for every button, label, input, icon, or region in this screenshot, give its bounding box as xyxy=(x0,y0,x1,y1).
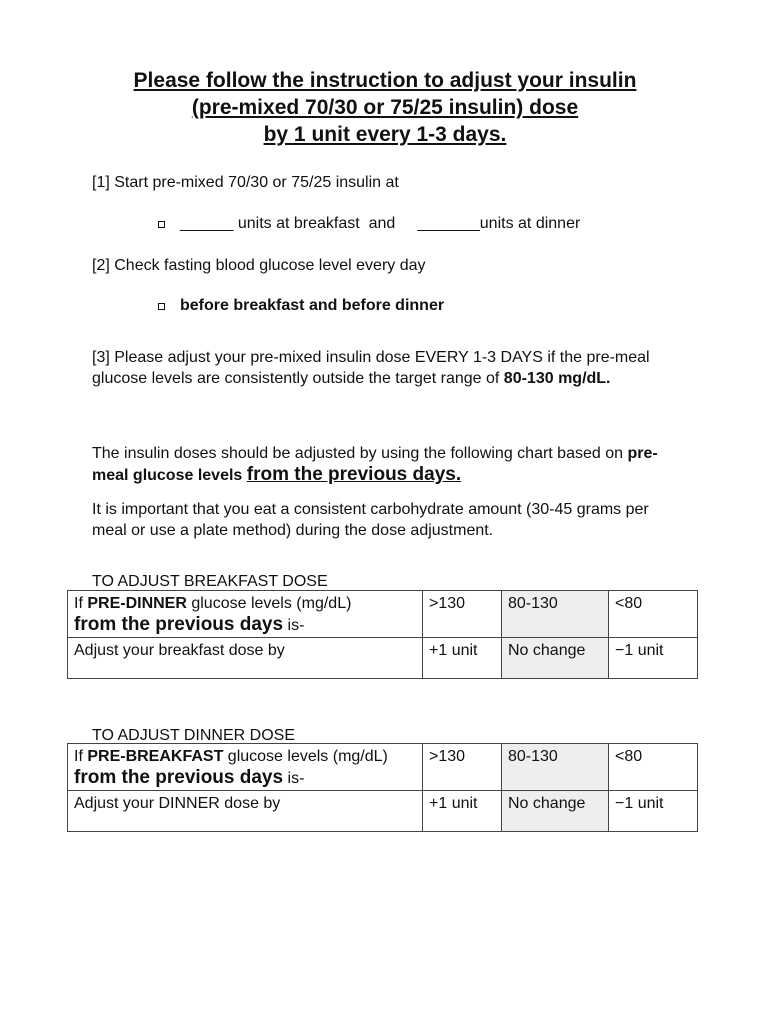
chart-intro-body: The insulin doses should be adjusted by using the following chart based on xyxy=(92,445,628,462)
step-3-body: [3] Please adjust your pre-mixed insulin dose EVERY 1-3 DAYS if the pre-meal glucose levels are consistently outside the target range of xyxy=(92,349,650,387)
adjust-label-cell: Adjust your breakfast dose by xyxy=(68,638,423,679)
title-line-2: (pre-mixed 70/30 or 75/25 insulin) dose xyxy=(191,96,579,119)
step-1-text: [1] Start pre-mixed 70/30 or 75/25 insulin at xyxy=(92,174,399,191)
table-row xyxy=(68,791,698,832)
condition-meal: PRE-BREAKFAST xyxy=(87,748,224,765)
step-1-bullet-text: ______ units at breakfast and _______units at dinner xyxy=(180,215,581,232)
adjust-low-cell: −1 unit xyxy=(609,638,698,679)
chart-intro xyxy=(92,443,672,486)
condition-previous-days: from the previous days xyxy=(74,767,284,788)
table-row xyxy=(68,744,698,791)
condition-suffix: glucose levels (mg/dL) xyxy=(186,595,352,612)
condition-end: is- xyxy=(283,770,305,787)
checkbox-bullet-icon xyxy=(158,221,165,228)
condition-prefix: If xyxy=(74,748,88,765)
adjust-high-cell: +1 unit xyxy=(423,791,502,832)
step-3-text xyxy=(92,347,652,389)
dinner-table-caption: TO ADJUST DINNER DOSE xyxy=(92,727,295,744)
range-target-cell: 80-130 xyxy=(502,591,609,638)
carb-note: It is important that you eat a consistent carbohydrate amount (30-45 grams per meal or use a plate method) during the dose adjustment. xyxy=(92,501,649,539)
condition-meal: PRE-DINNER xyxy=(87,595,187,612)
breakfast-condition-cell xyxy=(68,591,423,638)
range-high-cell: >130 xyxy=(423,591,502,638)
dinner-condition-cell xyxy=(68,744,423,791)
table-row xyxy=(68,591,698,638)
title-line-3: by 1 unit every 1-3 days. xyxy=(263,123,507,146)
step-2-text: [2] Check fasting blood glucose level every day xyxy=(92,257,426,274)
target-range: 80-130 mg/dL. xyxy=(503,370,611,387)
range-low-cell: <80 xyxy=(609,744,698,791)
condition-previous-days: from the previous days xyxy=(74,614,284,635)
dinner-dose-table xyxy=(67,743,698,832)
breakfast-dose-table xyxy=(67,590,698,679)
title-line-1: Please follow the instruction to adjust your insulin xyxy=(133,69,637,92)
adjust-label-cell: Adjust your DINNER dose by xyxy=(68,791,423,832)
chart-intro-emphasis: pre-meal glucose levels xyxy=(92,445,658,484)
adjust-target-cell: No change xyxy=(502,638,609,679)
condition-end: is- xyxy=(283,617,305,634)
range-low-cell: <80 xyxy=(609,591,698,638)
condition-prefix: If xyxy=(74,595,88,612)
condition-suffix: glucose levels (mg/dL) xyxy=(223,748,388,765)
chart-intro-previous-days: from the previous days. xyxy=(246,464,462,485)
adjust-high-cell: +1 unit xyxy=(423,638,502,679)
checkbox-bullet-icon xyxy=(158,303,165,310)
table-row xyxy=(68,638,698,679)
step-2-bullet-text: before breakfast and before dinner xyxy=(180,297,445,314)
breakfast-table-caption: TO ADJUST BREAKFAST DOSE xyxy=(92,573,328,590)
range-target-cell: 80-130 xyxy=(502,744,609,791)
page-title xyxy=(0,67,770,148)
adjust-target-cell: No change xyxy=(502,791,609,832)
adjust-low-cell: −1 unit xyxy=(609,791,698,832)
range-high-cell: >130 xyxy=(423,744,502,791)
